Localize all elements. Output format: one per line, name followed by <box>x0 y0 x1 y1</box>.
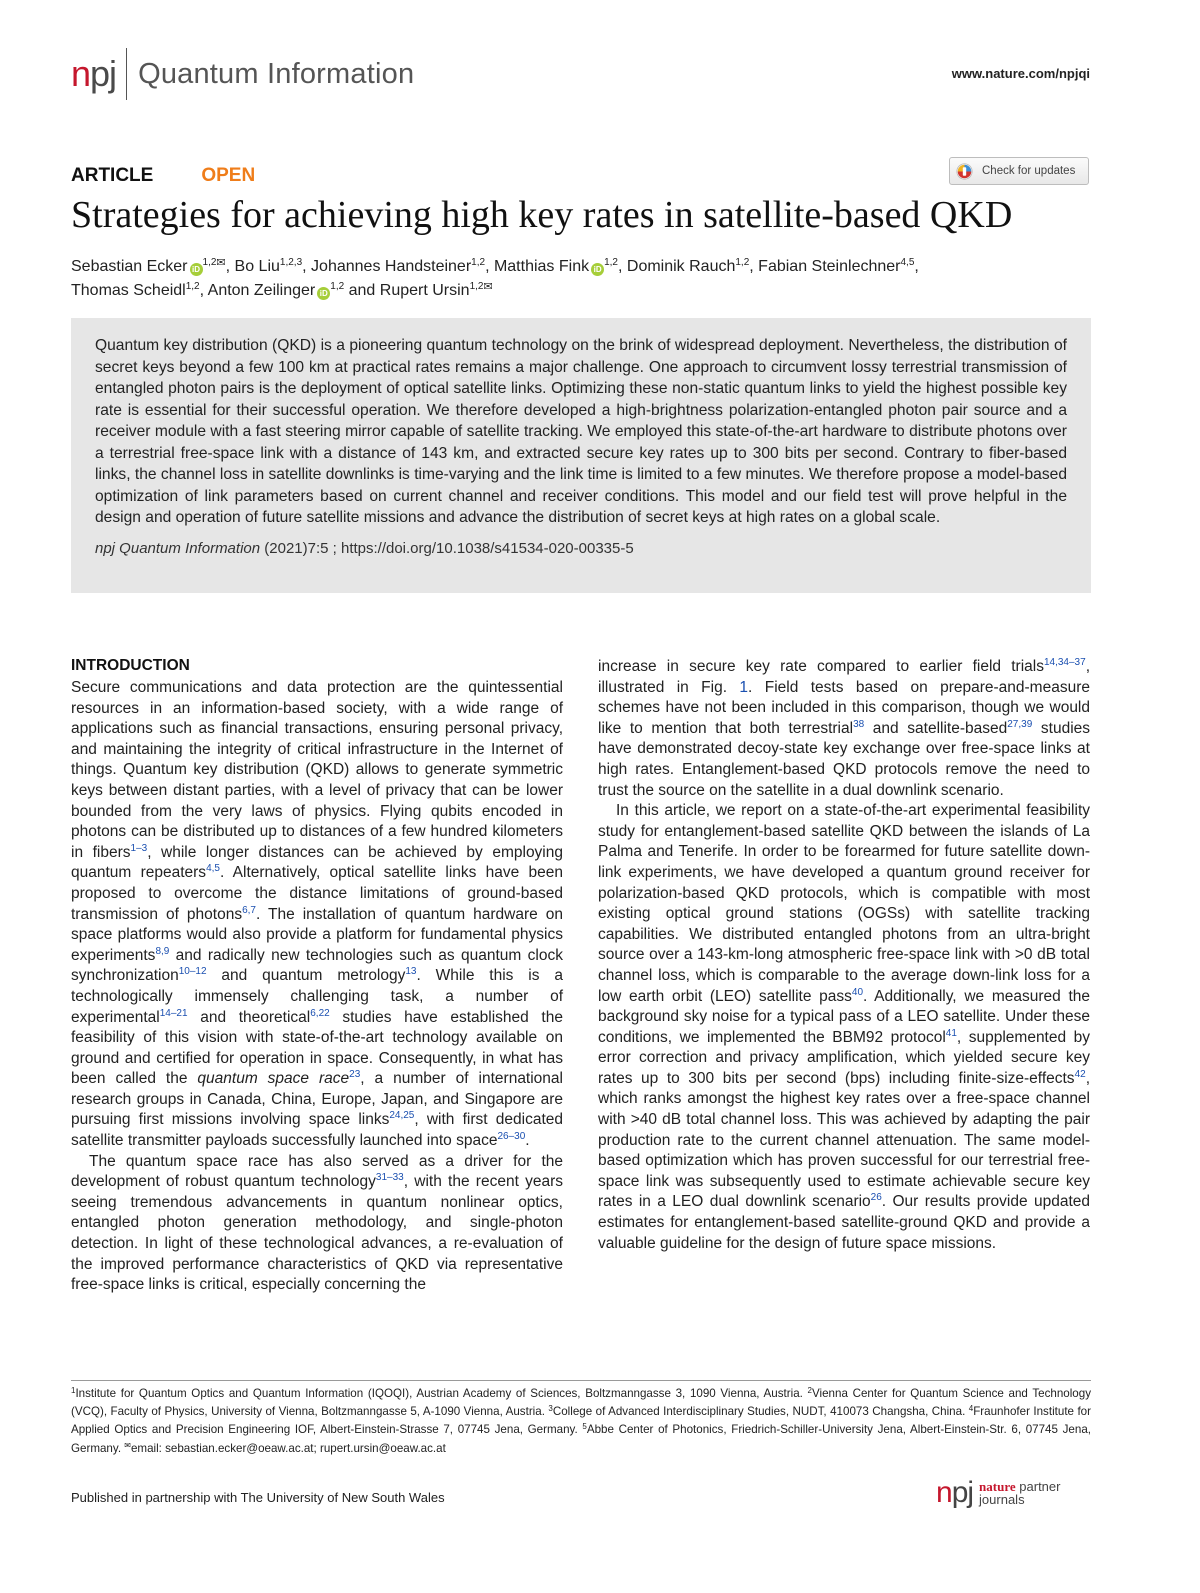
journal-brand[interactable] <box>71 48 414 100</box>
citation-ref-link[interactable]: 31–33 <box>375 1172 404 1184</box>
check-for-updates-button[interactable] <box>949 157 1089 185</box>
author[interactable] <box>311 258 485 275</box>
figure-ref-link[interactable]: 1 <box>739 678 749 696</box>
affiliation-text: College of Advanced Interdisciplinary Studies, NUDT, 410073 Changsha, China. <box>552 1405 969 1419</box>
citation-ref-link[interactable]: 26–30 <box>497 1131 526 1143</box>
author-name: Bo Liu <box>234 258 280 275</box>
citation-ref-link[interactable]: 4,5 <box>206 863 220 875</box>
abstract-text: Quantum key distribution (QKD) is a pioneering quantum technology on the brink of widespread deployment. Nevertheless, the distribution of secret keys beyond a few 100 km at practical rates remains a major challenge. One approach to circumvent lossy terrestrial transmission of entangled photon pairs is the deployment of optical satellite links. Optimizing these non-static quantum links to yield the highest possible key rate is essential for their successful operation. We therefore developed a high-brightness polarization-entangled photon pair source and a receiver module with a fast steering mirror capable of satellite tracking. We employed this state-of-the-art hardware to distribute photons over a terrestrial free-space link with a distance of 143 km, and extracted secure key rates up to 300 bits per second. Contrary to fiber-based links, the channel loss in satellite downlinks is time-varying and the link time is limited to a few minutes. We therefore propose a model-based optimization of link parameters based on current channel and receiver conditions. This model and our field test will prove helpful in the design and operation of future satellite missions and advance the distribution of secret keys at high rates on a global scale. <box>95 337 1067 526</box>
intro-paragraph-3: increase in secure key rate compared to earlier field trials$^{14,34-37}$, illustrated in Fig. 1. Field tests based on prepare-and-measure schemes have not been included in this comparison, though we would like to mention that both terrestrial$^{38}$ and satellite-based$^{27,39}$ studies have demonstrated decoy-state key exchange over free-space links at high rates. Entanglement-based QKD protocols remove the need to trust the source on the satellite in a dual downlink scenario. <box>598 657 1091 799</box>
citation-ref-link[interactable]: 8,9 <box>155 945 170 957</box>
orcid-icon[interactable]: iD <box>317 287 330 300</box>
citation-ref-link[interactable]: 6,7 <box>242 904 256 916</box>
author[interactable] <box>208 282 345 299</box>
orcid-icon[interactable]: iD <box>591 263 604 276</box>
author[interactable] <box>758 258 914 275</box>
affiliation-number: 2 <box>807 1386 812 1395</box>
author-affiliation-numbers: 1,2 <box>202 257 217 268</box>
footer-npj-logo: npj <box>936 1476 974 1509</box>
author-affiliation-numbers: 1,2,3 <box>279 257 303 268</box>
author-name: Johannes Handsteiner <box>311 258 472 275</box>
journal-name: Quantum Information <box>138 57 415 90</box>
citation-ref-link[interactable]: 1–3 <box>130 842 148 854</box>
section-heading-introduction: INTRODUCTION <box>71 657 190 674</box>
citation-ref-link[interactable]: 13 <box>405 966 417 978</box>
author-affiliation-numbers: 1,2 <box>471 257 486 268</box>
check-for-updates-label: Check for updates <box>982 165 1076 177</box>
brand-divider <box>126 48 127 100</box>
intro-paragraph-1: Secure communications and data protection are the quintessential resources in an information-based society, with a wide range of applications such as financial transactions, ensuring personal privacy, and maintaining the integrity of critical infrastructure in the Internet of things. Quantum key distribution (QKD) allows to generate symmetric keys between distant parties, with a level of privacy that can be lower bounded from the very laws of physics. Flying qubits encoded in photons can be distributed up to distances of a few hundred kilometers in fibers$^{1-3}$, while longer distances can be achieved by employing quantum repeaters$^{4,5}$. Alternatively, optical satellite links have been proposed to overcome the distance limitations of ground-based transmission of photons$^{6,7}$. The installation of quantum hardware on space platforms would also provide a platform for fundamental physics experiments$^{8,9}$ and radically new technologies such as quantum clock synchronization$^{10-12}$ and quantum metrology$^{13}$. While this is a technologically immensely challenging task, a number of experimental$^{14-21}$ and theoretical$^{6,22}$ studies have established the feasibility of this vision with state-of-the-art technology available on ground and certified for operation in space. Consequently, in what has been called the quantum space race$^{23}$, a number of international research groups in Canada, China, Europe, Japan, and Singapore are pursuing first missions involving space links$^{24,25}$, with first dedicated satellite transmitter payloads successfully launched into space$^{26-30}$. <box>71 679 564 1150</box>
article-title: Strategies for achieving high key rates in satellite-based QKD <box>71 194 1013 236</box>
affiliation-number: ✉ <box>124 1440 131 1450</box>
article-type-row <box>71 165 255 187</box>
citation-ref-link[interactable]: 24,25 <box>389 1110 415 1122</box>
citation-ref-link[interactable]: 10–12 <box>178 966 207 978</box>
affiliation-text: email: sebastian.ecker@oeaw.ac.at; rupert.ursin@oeaw.ac.at <box>130 1441 446 1455</box>
npj-logo: npj <box>71 53 117 94</box>
citation-ref-link[interactable]: 14–21 <box>159 1007 188 1019</box>
nature-partner-journals-text: nature partner journals <box>979 1479 1061 1507</box>
author-name: Anton Zeilinger <box>207 282 316 299</box>
author[interactable] <box>494 258 618 275</box>
author[interactable] <box>627 258 749 275</box>
citation-ref-link[interactable]: 26 <box>870 1192 882 1204</box>
intro-paragraph-4: In this article, we report on a state-of-the-art experimental feasibility study for entanglement-based satellite QKD between the islands of La Palma and Tenerife. In order to be forearmed for future satellite down-link experiments, we have developed a quantum ground receiver for polarization-based QKD protocols, which is compatible with most existing optical ground stations (OGSs) with satellite tracking capabilities. We distributed entangled photons from an ultra-bright source over a 143-km-long atmospheric free-space link with >0 dB total channel loss, which is comparable to the average down-link loss for a low earth orbit (LEO) satellite pass$^{40}$. Additionally, we measured the background sky noise for a typical pass of a LEO satellite. Under these conditions, we implemented the BBM92 protocol$^{41}$, supplemented by error correction and privacy amplification, which yielded secure key rates up to 300 bits per second (bps) including finite-size-effects$^{42}$, which ranks amongst the highest key rates over a free-space channel with >40 dB total channel loss. This was achieved by adapting the pair production rate to the current channel attenuation. The same model-based optimization which has proven successful for our terrestrial free-space link was subsequently used to estimate achievable secure key rates in a LEO dual downlink scenario$^{26}$. Our results provide updated estimates for entanglement-based satellite-ground QKD and provide a valuable guideline for the design of future space missions. <box>598 802 1091 1252</box>
citation-ref-link[interactable]: 14,34–37 <box>1043 657 1086 668</box>
author[interactable] <box>380 282 493 299</box>
affiliation-number: 4 <box>968 1404 974 1414</box>
affiliation-number: 3 <box>548 1404 553 1414</box>
author-name: Rupert Ursin <box>379 282 470 299</box>
crossmark-icon <box>956 163 973 180</box>
intro-paragraph-2: The quantum space race has also served as a driver for the development of robust quantum technology$^{31-33}$, with the recent years seeing tremendous advancements in quantum nonlinear optics, entangled photon generation methodology, and single-photon detection. In light of these technological advances, a re-evaluation of the improved performance characteristics of QKD via representative free-space links is critical, especially concerning the <box>71 1152 563 1294</box>
open-access-label: OPEN <box>201 165 256 186</box>
citation-line <box>95 540 1067 557</box>
affiliation-text: Fraunhofer Institute for Applied Optics and Precision Engineering IOF, Albert-Einstein-Strasse 7, 07745 Jena, Germany. <box>71 1405 1091 1437</box>
orcid-icon[interactable]: iD <box>190 263 203 276</box>
citation-ref-link[interactable]: 23 <box>349 1069 361 1081</box>
author[interactable] <box>71 258 226 275</box>
article-type-label: ARTICLE <box>71 165 154 186</box>
right-column <box>598 657 1090 1254</box>
author[interactable] <box>235 258 303 275</box>
citation-ref-link[interactable]: 6,22 <box>310 1007 330 1019</box>
affiliation-text: Institute for Quantum Optics and Quantum Information (IQOQI), Austrian Academy of Sciences, Boltzmanngasse 3, 1090 Vienna, Austria. <box>75 1387 808 1400</box>
affiliation-number: 1 <box>71 1386 76 1395</box>
author-name: Matthias Fink <box>493 258 590 275</box>
envelope-icon[interactable]: ✉ <box>483 281 493 293</box>
author-name: Fabian Steinlechner <box>758 258 901 275</box>
author-affiliation-numbers: 1,2 <box>469 281 484 292</box>
affiliation-text: Vienna Center for Quantum Science and Technology (VCQ), Faculty of Physics, University of Vienna, Boltzmanngasse 5, A-1090 Vienna, Austria. <box>71 1387 1091 1419</box>
author-affiliation-numbers: 4,5 <box>900 257 915 268</box>
author-name: Thomas Scheidl <box>71 282 186 299</box>
abstract-box <box>71 318 1091 593</box>
citation-ref-link[interactable]: 40 <box>851 986 864 998</box>
italic-term: quantum space race <box>197 1070 350 1088</box>
citation-ref-link[interactable]: 27,39 <box>1007 718 1033 730</box>
citation-doi[interactable]: (2021)7:5 ; https://doi.org/10.1038/s41534-020-00335-5 <box>260 539 634 557</box>
citation-ref-link[interactable]: 38 <box>853 718 865 730</box>
partnership-note: Published in partnership with The University of New South Wales <box>71 1490 445 1505</box>
author-affiliation-numbers: 1,2 <box>735 257 750 268</box>
author-affiliation-numbers: 1,2 <box>330 281 345 292</box>
author-name: Sebastian Ecker <box>71 258 188 275</box>
author[interactable] <box>71 282 200 299</box>
npj-nature-partner-logo[interactable] <box>936 1478 1060 1508</box>
affiliation-text: Abbe Center of Photonics, Friedrich-Schiller-University Jena, Albert-Einstein-Str. 6, 07745 Jena, Germany. <box>71 1423 1091 1455</box>
citation-ref-link[interactable]: 42 <box>1074 1068 1086 1080</box>
author-affiliation-numbers: 1,2 <box>185 281 200 292</box>
footnote-divider <box>71 1380 1091 1381</box>
left-column <box>71 657 563 1296</box>
citation-journal: npj Quantum Information <box>95 539 261 557</box>
author-name: Dominik Rauch <box>626 258 736 275</box>
journal-url-link[interactable]: www.nature.com/npjqi <box>951 66 1090 81</box>
affiliation-number: 5 <box>582 1422 587 1432</box>
affiliations <box>71 1385 1091 1458</box>
author-list: Sebastian Ecker $iD^{1,2✉}$, Bo Liu$^{1,2,3}$, Johannes Handsteiner$^{1,2}$, Matthias Fink iD$^{1,2}$, Dominik Rauch$^{1,2}$, Fabian Steinlechner$^{4,5}$, Thomas Scheidl$^{1,2}$, Anton Zeilinger iD$^{1,2}$ and Rupert Ursin$^{1,2✉}$ <box>71 257 919 299</box>
envelope-icon[interactable]: ✉ <box>216 257 226 269</box>
author-affiliation-numbers: 1,2 <box>604 257 618 268</box>
citation-ref-link[interactable]: 41 <box>945 1027 957 1039</box>
